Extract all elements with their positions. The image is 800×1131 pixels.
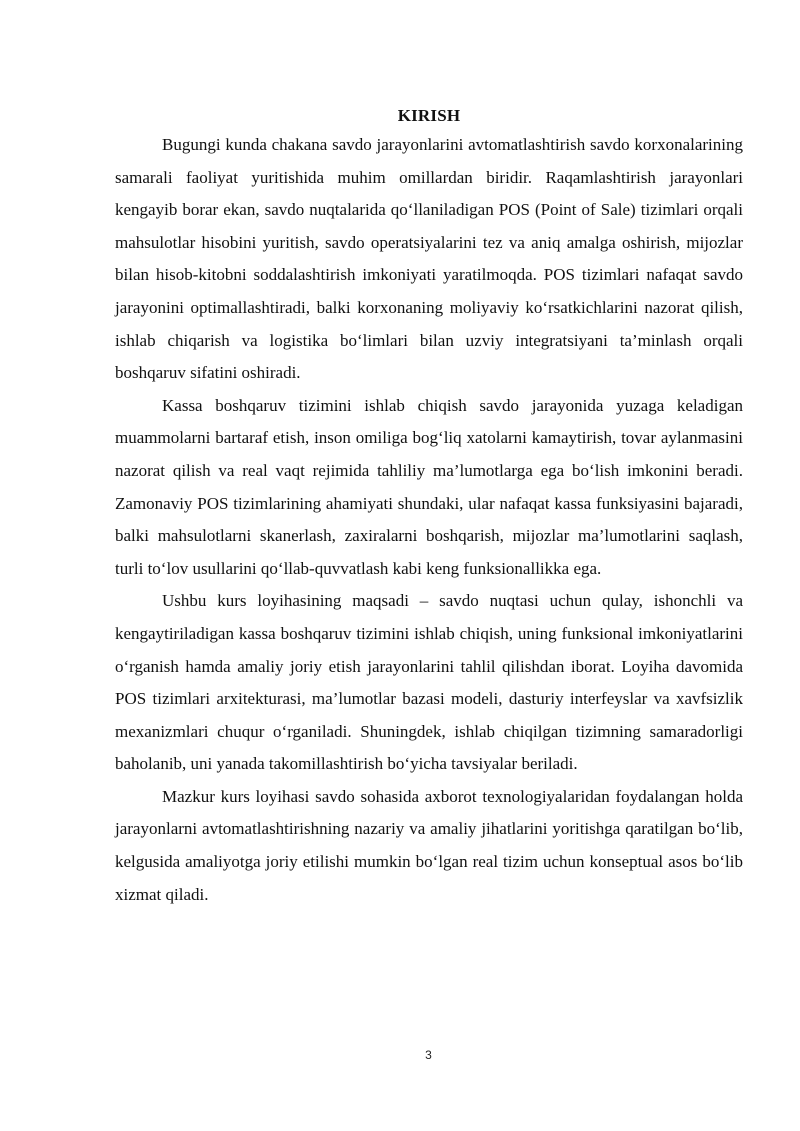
paragraph-2: Kassa boshqaruv tizimini ishlab chiqish savdo jarayonida yuzaga keladigan muammolarni bartaraf etish, inson omiliga bog‘liq xatolarni kamaytirish, tovar aylanmasini nazorat qilish va real vaqt rejimida tahliliy ma’lumotlarga ega bo‘lish imkonini beradi. Zamonaviy POS tizimlarining ahamiyati shundaki, ular nafaqat kassa funksiyasini bajaradi, balki mahsulotlarni skanerlash, zaxiralarni boshqarish, mijozlar ma’lumotlarini saqlash, turli to‘lov usullarini qo‘llab-quvvatlash kabi keng funksionallikka ega. [115,395,743,578]
paragraph-1: Bugungi kunda chakana savdo jarayonlarini avtomatlashtirish savdo korxonalarining samarali faoliyat yuritishida muhim omillardan biridir. Raqamlashtirish jarayonlari kengayib borar ekan, savdo nuqtalarida qo‘llaniladigan POS (Point of Sale) tizimlari orqali mahsulotlar hisobini yuritish, savdo operatsiyalarini tez va aniq amalga oshirish, mijozlar bilan hisob-kitobni soddalashtirish imkoniyati yaratilmoqda. POS tizimlari nafaqat savdo jarayonini optimallashtiradi, balki korxonaning moliyaviy ko‘rsatkichlarini nazorat qilish, ishlab chiqarish va logistika bo‘limlari bilan uzviy integratsiyani ta’minlash orqali boshqaruv sifatini oshiradi. [115,135,743,383]
page-content [115,103,743,911]
page-title: KIRISH [397,106,461,125]
paragraph-3: Ushbu kurs loyihasining maqsadi – savdo nuqtasi uchun qulay, ishonchli va kengaytiriladigan kassa boshqaruv tizimini ishlab chiqish, uning funksional imkoniyatlarini o‘rganish hamda amaliy joriy etish jarayonlarini tahlil qilishdan iborat. Loyiha davomida POS tizimlari arxitekturasi, ma’lumotlar bazasi modeli, dasturiy interfeyslar va xavfsizlik mexanizmlari chuqur o‘rganiladi. Shuningdek, ishlab chiqilgan tizimning samaradorligi baholanib, uni yanada takomillashtirish bo‘yicha tavsiyalar beriladi. [115,591,743,774]
page-number: 3 [425,1048,432,1062]
paragraph-4: Mazkur kurs loyihasi savdo sohasida axborot texnologiyalaridan foydalangan holda jarayonlarni avtomatlashtirishning nazariy va amaliy jihatlarini yoritishga qaratilgan bo‘lib, kelgusida amaliyotga joriy etilishi mumkin bo‘lgan real tizim uchun konseptual asos bo‘lib xizmat qiladi. [115,786,743,904]
